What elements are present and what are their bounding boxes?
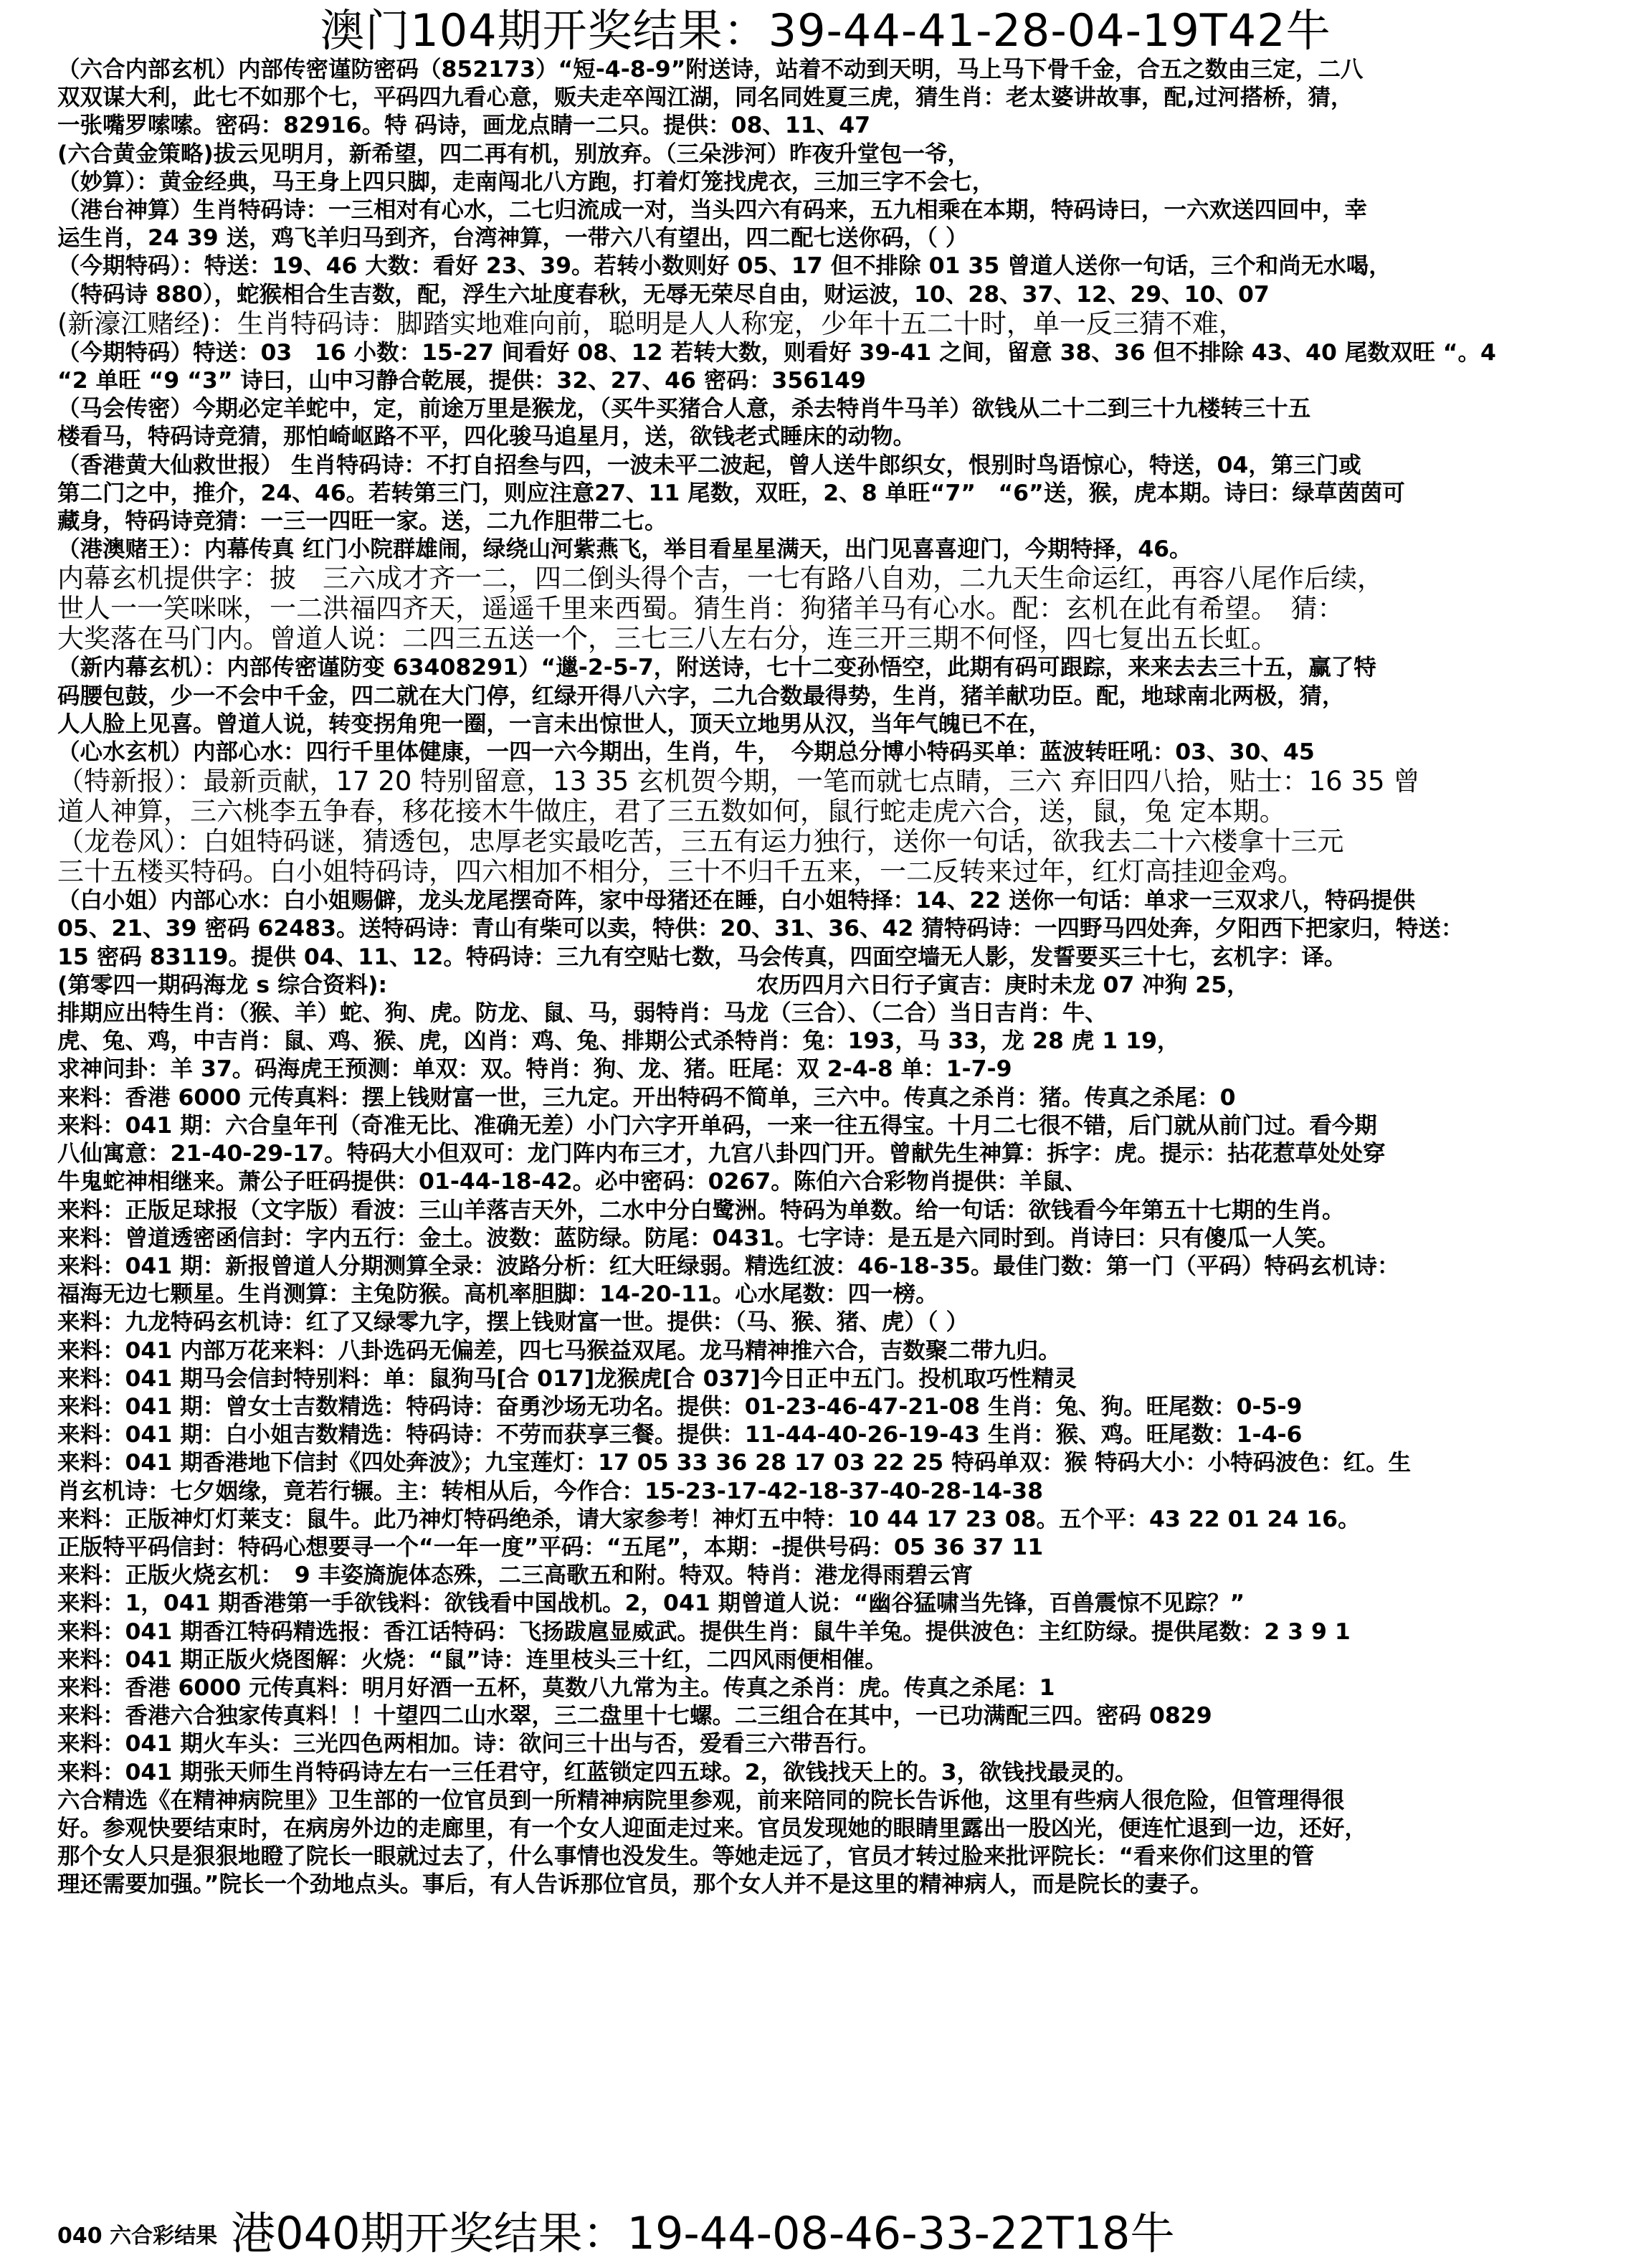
text-line: 来料：正版神灯灯莱支：鼠牛。此乃神灯特码绝杀，请大家参考！神灯五中特：10 44 17 23 08。五个平：43 22 01 24 16。 bbox=[57, 1506, 1361, 1532]
text-line: 理还需要加强。”院长一个劲地点头。事后，有人告诉那位官员，那个女人并不是这里的精神病人，而是院长的妻子。 bbox=[57, 1871, 1213, 1898]
text-line: 05、21、39 密码 62483。送特码诗：青山有柴可以卖，特供：20、31、36、42 猜特码诗：一四野马四处奔，夕阳西下把家归，特送： bbox=[57, 916, 1464, 942]
text-line: 来料：香港六合独家传真料！！十望四二山水翠，三二盘里十七螺。二三组合在其中，一已功满配三四。密码 0829 bbox=[57, 1703, 1212, 1730]
text-line: 一张嘴罗嗦嗦。密码：82916。特 码诗，画龙点睛一二只。提供：08、11、47 bbox=[57, 113, 871, 139]
text-line: “2 单旺 “9 “3” 诗曰，山中习静合乾展，提供：32、27、46 密码：356149 bbox=[57, 368, 866, 394]
text-line: 好。参观快要结束时，在病房外边的走廊里，有一个女人迎面走过来。官员发现她的眼睛里露出一股凶光，便连忙退到一边，还好， bbox=[57, 1815, 1368, 1841]
text-line: 正版特平码信封：特码心想要寻一个“一年一度”平码：“五尾”，本期：-提供号码：05 36 37 11 bbox=[57, 1534, 1044, 1560]
text-line: （港澳赌王）：内幕传真 红门小院群雄闹，绿绕山河紫燕飞，举目看星星满天，出门见喜喜迎门，今期特择，46。 bbox=[57, 536, 1192, 563]
text-line: 15 密码 83119。提供 04、11、12。特码诗：三九有空贴七数，马会传真，四面空墙无人影，发誓要买三十七，玄机字：译。 bbox=[57, 944, 1347, 970]
text-line: 来料：041 期：六合皇年刊（奇准无比、准确无差）小门六字开单码，一来一往五得宝。十月二七很不错，后门就从前门过。看今期 bbox=[57, 1112, 1377, 1139]
text-line: （妙算）：黄金经典，马王身上四只脚，走南闯北八方跑，打着灯笼找虎衣，三加三字不会七， bbox=[57, 169, 995, 195]
footer bbox=[57, 2207, 1608, 2260]
text-line: （特码诗 880），蛇猴相合生吉数，配，浮生六址度春秋，无辱无荣尽自由，财运波，10、28、37、12、29、10、07 bbox=[57, 281, 1270, 308]
text-line: (六合黄金策略)拔云见明月，新希望，四二再有机，别放弃。（三朵涉河）昨夜升堂包一爷， bbox=[57, 141, 971, 167]
text-line: 来料：041 期：新报曾道人分期测算全录：波路分析：红大旺绿弱。精选红波：46-18-35。最佳门数：第一门（平码）特码玄机诗： bbox=[57, 1253, 1400, 1279]
text-line: 来料：1，041 期香港第一手欲钱料：欲钱看中国战机。2，041 期曾道人说：“幽谷猛啸当先锋，百兽震惊不见踪？” bbox=[57, 1590, 1245, 1617]
text-line: 来料：041 期正版火烧图解：火烧：“鼠”诗：连里枝头三十红，二四风雨便相催。 bbox=[57, 1646, 888, 1673]
text-line: 来料：正版火烧玄机： 9 丰姿旖旎体态殊，二三高歌五和附。特双。特肖：港龙得雨碧云宵 bbox=[57, 1562, 974, 1589]
text-line: 那个女人只是狠狠地瞪了院长一眼就过去了，什么事情也没发生。等她走远了，官员才转过脸来批评院长：“看来你们这里的管 bbox=[57, 1844, 1315, 1870]
text-line: 来料：香港 6000 元传真料：明月好酒一五杯，莫数八九常为主。传真之杀肖：虎。传真之杀尾：1 bbox=[57, 1674, 1055, 1701]
text-line: 码腰包鼓，少一不会中千金，四二就在大门停，红绿开得八六字，二九合数最得势，生肖，猪羊献功臣。配，地球南北两极，猜， bbox=[57, 683, 1345, 709]
text-line: 来料：041 内部万花来料：八卦选码无偏差，四七马猴益双尾。龙马精神推六合，吉数聚二带九归。 bbox=[57, 1337, 1061, 1364]
text-line: 双双谋大利，此七不如那个七，平码四九看心意，贩夫走卒闯江湖，同名同姓夏三虎，猜生肖：老太婆讲故事，配,过河搭桥，猜， bbox=[57, 85, 1353, 111]
footer-label: 040 六合彩结果 bbox=[57, 2224, 218, 2249]
text-line: 牛鬼蛇神相继来。萧公子旺码提供：01-44-18-42。必中密码：0267。陈伯六合彩物肖提供：羊鼠、 bbox=[57, 1169, 1088, 1195]
text-line: （今期特码）特送：03 16 小数：15-27 间看好 08、12 若转大数，则看好 39-41 之间，留意 38、36 但不排除 43、40 尾数双旺 “。4 bbox=[57, 339, 1496, 366]
text-line: 运生肖，24 39 送，鸡飞羊归马到齐，台湾神算，一带六八有望出，四二配七送你码，（ ） bbox=[57, 225, 969, 252]
page-title: 澳门104期开奖结果：39-44-41-28-04-19T42牛 bbox=[320, 4, 1331, 57]
text-line: 虎、兔、鸡，中吉肖：鼠、鸡、猴、虎，凶肖：鸡、兔、排期公式杀特肖：兔：193，马 33，龙 28 虎 1 19， bbox=[57, 1028, 1180, 1055]
text-line: 三十五楼买特码。白小姐特码诗，四六相加不相分，三十不归千五来，一二反转来过年，红灯高挂迎金鸡。 bbox=[57, 857, 1304, 888]
text-line: 来料：九龙特码玄机诗：红了又绿零九字，摆上钱财富一世。提供：（马、猴、猪、虎）（ ） bbox=[57, 1309, 969, 1336]
text-line: 来料：041 期香江特码精选报：香江话特码：飞扬跋扈显威武。提供生肖：鼠牛羊兔。提供波色：主红防绿。提供尾数：2 3 9 1 bbox=[57, 1618, 1351, 1645]
footer-title: 港040期开奖结果：19-44-08-46-33-22T18牛 bbox=[231, 2207, 1175, 2259]
text-line: 人人脸上见喜。曾道人说，转变拐角兜一圈，一言未出惊世人，顶天立地男从汉，当年气魄已不在， bbox=[57, 711, 1052, 737]
text-line: 求神问卦：羊 37。码海虎王预测：单双：双。特肖：狗、龙、猪。旺尾：双 2-4-8 单：1-7-9 bbox=[57, 1056, 1012, 1083]
text-line: 来料：041 期：曾女士吉数精选：特码诗：奋勇沙场无功名。提供：01-23-46-47-21-08 生肖：兔、狗。旺尾数：0-5-9 bbox=[57, 1393, 1303, 1420]
text-line: 六合精选《在精神病院里》卫生部的一位官员到一所精神病院里参观，前来陪同的院长告诉他，这里有些病人很危险，但管理得很 bbox=[57, 1787, 1345, 1813]
text-line: 肖玄机诗：七夕姻缘，竟若行辗。主：转相从后，今作合：15-23-17-42-18-37-40-28-14-38 bbox=[57, 1478, 1044, 1504]
text-line: （龙卷风）：白姐特码谜，猜透包，忠厚老实最吃苦，三五有运力独行，送你一句话，欲我去二十六楼拿十三元 bbox=[57, 827, 1344, 858]
text-line: （白小姐）内部心水：白小姐赐僻，龙头龙尾摆奇阵，家中母猪还在睡，白小姐特择：14、22 送你一句话：单求一三双求八，特码提供 bbox=[57, 888, 1416, 914]
text-line: 第二门之中，推介，24、46。若转第三门，则应注意27、11 尾数，双旺，2、8 单旺“7” “6”送，猴，虎本期。诗曰：绿草茵茵可 bbox=[57, 480, 1405, 506]
text-line: （马会传密）今期必定羊蛇中，定，前途万里是猴龙，（买牛买猪合人意，杀去特肖牛马羊）欲钱从二十二到三十九楼转三十五 bbox=[57, 396, 1311, 422]
text-line: （特新报）：最新贡献，17 20 特别留意，13 35 玄机贺今期，一笔而就七点睛，三六 弃旧四八拾，贴士：16 35 曾 bbox=[57, 767, 1420, 797]
text-line: （香港黄大仙救世报） 生肖特码诗：不打自招叁与四，一波未平二波起，曾人送牛郎织女，恨别时鸟语惊心，特送，04，第三门或 bbox=[57, 452, 1361, 478]
text-line: 排期应出特生肖：（猴、羊）蛇、狗、虎。防龙、鼠、马，弱特肖：马龙（三合）、（二合）当日吉肖：牛、 bbox=[57, 1000, 1108, 1027]
text-line: （今期特码）：特送：19、46 大数：看好 23、39。若转小数则好 05、17 但不排除 01 35 曾道人送你一句话，三个和尚无水喝， bbox=[57, 253, 1391, 280]
text-line: （新内幕玄机）：内部传密谨防变 63408291）“邋-2-5-7，附送诗，七十二变孙悟空，此期有码可跟踪，来来去去三十五，赢了特 bbox=[57, 655, 1376, 681]
text-line: 来料：041 期香港地下信封《四处奔波》；九宝莲灯：17 05 33 36 28 17 03 22 25 特码单双：猴 特码大小：小特码波色：红。生 bbox=[57, 1450, 1412, 1476]
text-line: 大奖落在马门内。曾道人说：二四三五送一个，三七三八左右分，连三开三期不何怪，四七复出五长虹。 bbox=[57, 624, 1277, 655]
text-line: 楼看马，特码诗竞猜，那怕崎岖路不平，四化骏马追星月，送，欲钱老式睡床的动物。 bbox=[57, 424, 916, 450]
text-line: 来料：041 期马会信封特别料：单：鼠狗马[合 017]龙猴虎[合 037]今日正中五门。投机取巧性精灵 bbox=[57, 1365, 1077, 1392]
text-line: 福海无边七颗星。生肖测算：主兔防猴。高机率胆脚：14-20-11。心水尾数：四一榜。 bbox=[57, 1281, 938, 1308]
text-line: 来料：曾道透密函信封：字内五行：金土。波数：蓝防绿。防尾：0431。七字诗：是五是六同时到。肖诗曰：只有傻瓜一人笑。 bbox=[57, 1225, 1340, 1251]
text-line: 来料：正版足球报（文字版）看波：三山羊落吉天外，二水中分白鹭洲。特码为单数。给一句话：欲钱看今年第五十七期的生肖。 bbox=[57, 1197, 1345, 1223]
text-line: (第零四一期码海龙 s 综合资料): 农历四月六日行子寅吉：庚时未龙 07 冲狗 25， bbox=[57, 972, 1250, 998]
text-line: 来料：香港 6000 元传真料：摆上钱财富一世，三九定。开出特码不简单，三六中。传真之杀肖：猪。传真之杀尾：0 bbox=[57, 1084, 1236, 1111]
text-line: 藏身，特码诗竞猜：一三一四旺一家。送，二九作胆带二七。 bbox=[57, 508, 667, 535]
text-line: （六合内部玄机）内部传密谨防密码（852173）“短-4-8-9”附送诗，站着不动到天明，马上马下骨千金，合五之数由三定，二八 bbox=[57, 57, 1364, 82]
text-line: （心水玄机）内部心水：四行千里体健康，一四一六今期出，生肖，牛， 今期总分博小特码买单：蓝波转旺吼：03、30、45 bbox=[57, 739, 1315, 766]
text-line: 道人神算，三六桃李五争春，移花接木牛做庄，君了三五数如何，鼠行蛇走虎六合，送，鼠，兔 定本期。 bbox=[57, 797, 1286, 827]
text-line: （港台神算）生肖特码诗：一三相对有心水，二七归流成一对，当头四六有码来，五九相乘在本期，特码诗曰，一六欢送四回中，幸 bbox=[57, 197, 1368, 224]
text-line: 八仙寓意：21-40-29-17。特码大小但双可：龙门阵内布三才，九宫八卦四门开。曾献先生神算：拆字：虎。提示：拈花惹草处处穿 bbox=[57, 1141, 1386, 1167]
text-line: 来料：041 期火车头：三光四色两相加。诗：欲问三十出与否，爱看三六带吾行。 bbox=[57, 1731, 880, 1757]
text-line: 世人一一笑咪咪，一二洪福四齐天，遥遥千里来西蜀。猜生肖：狗猪羊马有心水。配：玄机在此有希望。 猜： bbox=[57, 594, 1344, 625]
text-line: 来料：041 期：白小姐吉数精选：特码诗：不劳而获享三餐。提供：11-44-40-26-19-43 生肖：猴、鸡。旺尾数：1-4-6 bbox=[57, 1422, 1303, 1448]
text-line: 内幕玄机提供字：披 三六成才齐一二，四二倒头得个吉，一七有路八自劝，二九天生命运红，再容八尾作后续， bbox=[57, 564, 1384, 594]
text-line: (新濠江赌经)：生肖特码诗：脚踏实地难向前，聪明是人人称宠，少年十五二十时，单一反三猜不难， bbox=[57, 308, 1245, 339]
text-line: 来料：041 期张天师生肖特码诗左右一三任君守，红蓝锁定四五球。2，欲钱找天上的。3，欲钱找最灵的。 bbox=[57, 1759, 1138, 1785]
article-body bbox=[57, 56, 1608, 1899]
